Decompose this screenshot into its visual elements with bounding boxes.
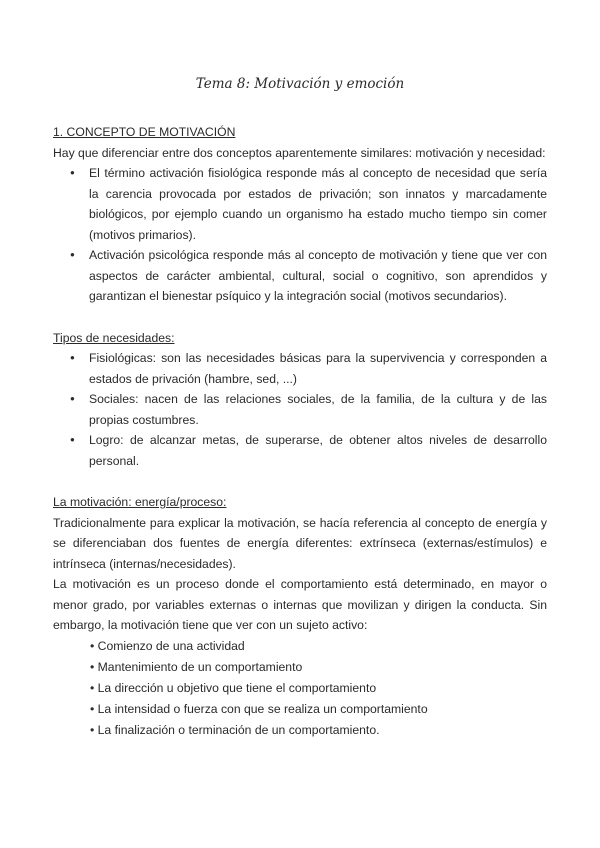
document-body (53, 122, 547, 741)
section-heading-tipos: Tipos de necesidades: (53, 330, 175, 345)
behavior-list (53, 636, 547, 741)
list-item: ● Logro: de alcanzar metas, de superarse, de obtener altos niveles de desarrollo personal. (89, 430, 547, 471)
list-item: ● Activación psicológica responde más al concepto de motivación y tiene que ver con aspectos de carácter ambiental, cultural, social o cognitivo, son aprendidos y garantizan el bienestar psíquico y la integración social (motivos secundarios). (89, 245, 547, 307)
list-item: • La dirección u objetivo que tiene el comportamiento (90, 680, 377, 695)
page-title: Tema 8: Motivación y emoción (195, 76, 405, 92)
list-item: • La finalización o terminación de un comportamiento. (90, 722, 380, 737)
paragraph: Tradicionalmente para explicar la motivación, se hacía referencia al concepto de energía y se diferenciaban dos fuentes de energía diferentes: extrínseca (externas/estímulos) e intrínseca (internas/necesidades). (53, 515, 547, 571)
list-item: • La intensidad o fuerza con que se realiza un comportamiento (90, 701, 428, 716)
list-item: • Comienzo de una actividad (90, 638, 245, 653)
list-item: ● Fisiológicas: son las necesidades básicas para la supervivencia y corresponden a estados de privación (hambre, sed, ...) (89, 348, 547, 389)
list-item: • Mantenimiento de un comportamiento (90, 659, 303, 674)
list-item: ● Sociales: nacen de las relaciones sociales, de la familia, de la cultura y de las propias costumbres. (89, 389, 547, 430)
section-heading-energia: La motivación: energía/proceso: (53, 495, 227, 509)
concept-list (53, 163, 547, 307)
section-intro: Hay que diferenciar entre dos conceptos aparentemente similares: motivación y necesidad: (53, 145, 546, 160)
paragraph: La motivación es un proceso donde el comportamiento está determinado, en mayor o menor grado, por variables externas o internas que movilizan y dirigen la conducta. Sin embargo, la motivación tiene que ver con un sujeto activo: (53, 577, 547, 632)
needs-list (53, 348, 547, 471)
section-heading-concepto: 1. CONCEPTO DE MOTIVACIÓN (53, 125, 236, 139)
list-item: ● El término activación fisiológica responde más al concepto de necesidad que sería la carencia provocada por estados de privación; son innatos y marcadamente biológicos, por ejemplo cuando un organismo ha estado mucho tiempo sin comer (motivos primarios). (89, 163, 547, 245)
